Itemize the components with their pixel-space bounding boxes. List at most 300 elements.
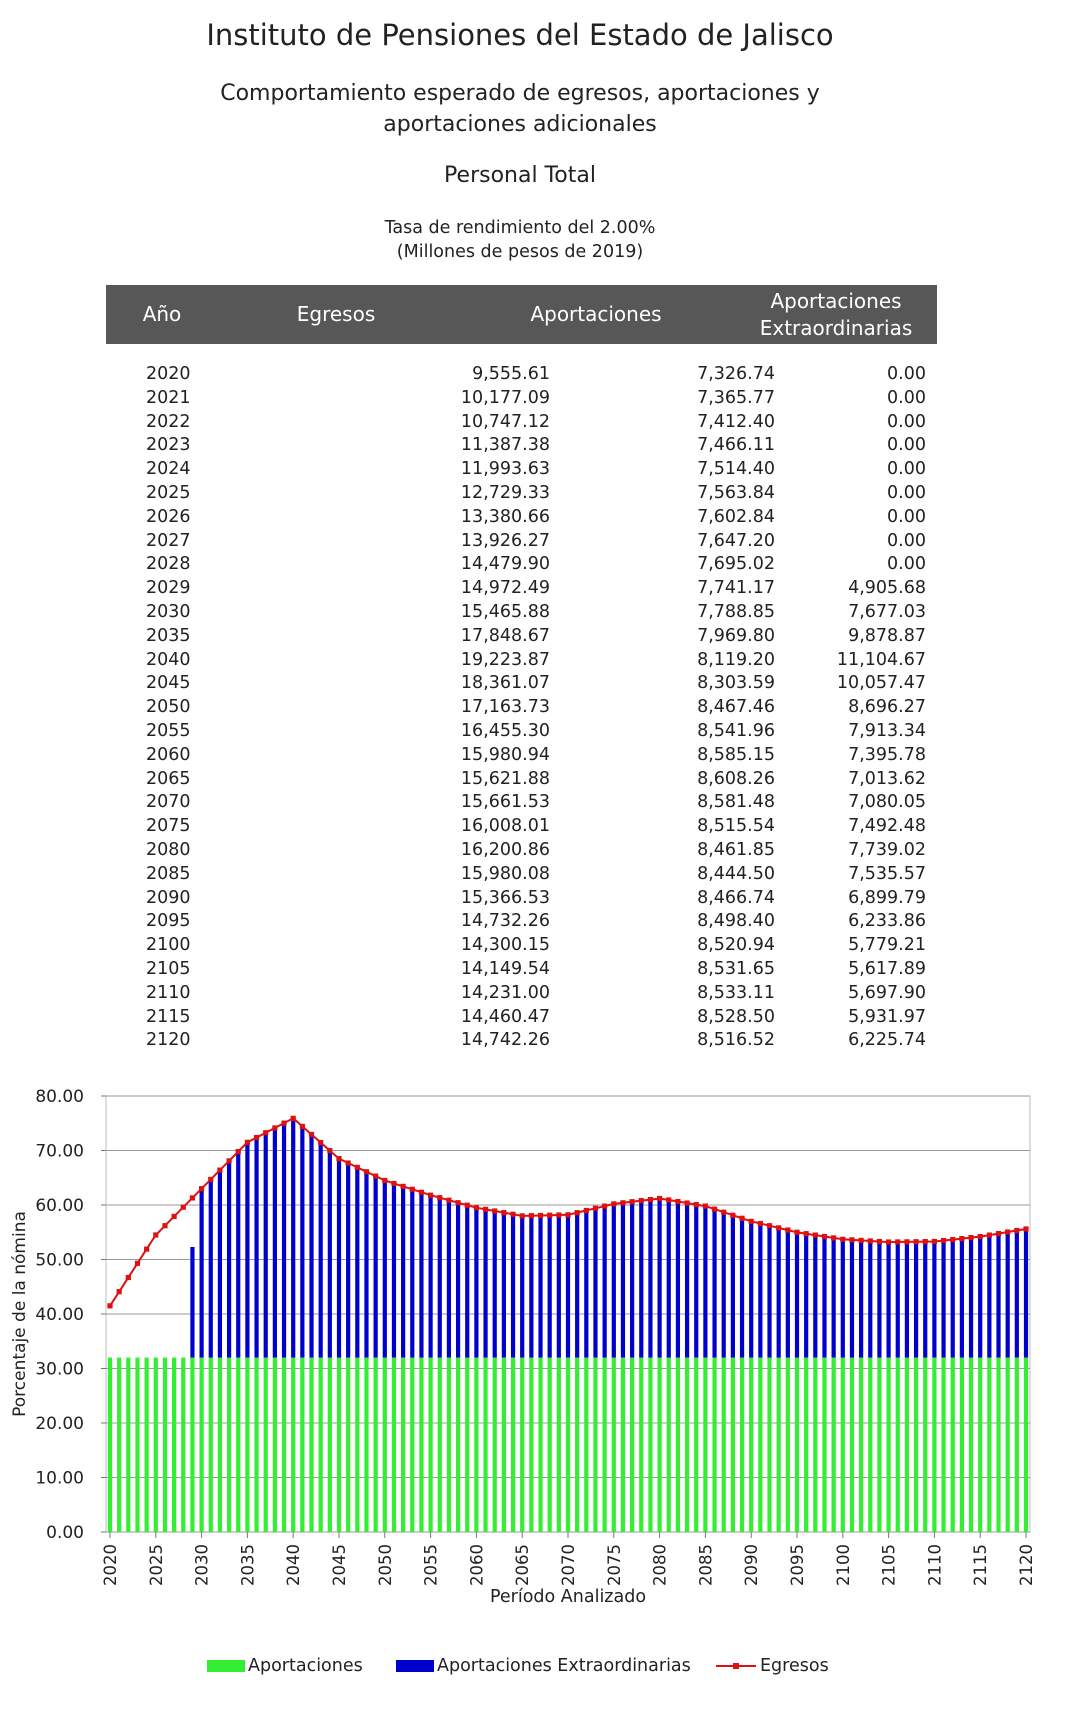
bar-aportaciones [438, 1358, 442, 1532]
cell-aportaciones: 7,602.84 [697, 506, 775, 527]
egresos-point [859, 1238, 864, 1243]
cell-aportaciones: 7,969.80 [697, 625, 775, 646]
egresos-point [684, 1200, 689, 1205]
bar-aportaciones [566, 1358, 570, 1532]
bar-aportaciones [126, 1358, 130, 1532]
cell-egresos: 18,361.07 [460, 673, 550, 694]
x-tick-label: 2100 [833, 1544, 853, 1586]
cell-extraordinarias: 7,535.57 [848, 863, 926, 884]
egresos-point [199, 1186, 204, 1191]
bar-aportaciones-extraordinarias [383, 1180, 387, 1357]
bar-aportaciones [181, 1358, 185, 1532]
bar-aportaciones-extraordinarias [951, 1240, 955, 1358]
header-extra-line-2: Extraordinarias [759, 315, 913, 340]
y-tick-label: 70.00 [35, 1141, 84, 1162]
bar-aportaciones [996, 1358, 1000, 1532]
egresos-point [153, 1232, 158, 1237]
egresos-point [593, 1206, 598, 1211]
egresos-point [950, 1237, 955, 1242]
bar-aportaciones [401, 1358, 405, 1532]
cell-extraordinarias: 5,617.89 [848, 958, 926, 979]
cell-extraordinarias: 5,779.21 [848, 935, 926, 956]
bar-aportaciones-extraordinarias [722, 1212, 726, 1357]
bar-aportaciones [932, 1358, 936, 1532]
bar-aportaciones [419, 1358, 423, 1532]
bar-aportaciones-extraordinarias [520, 1216, 524, 1358]
contributions-chart [0, 1080, 1080, 1724]
x-tick-label: 2035 [238, 1544, 258, 1586]
table-row [106, 578, 937, 602]
cell-egresos: 14,149.54 [460, 958, 550, 979]
cell-year: 2055 [146, 720, 191, 741]
bar-aportaciones [465, 1358, 469, 1532]
bar-aportaciones [456, 1358, 460, 1532]
egresos-point [437, 1195, 442, 1200]
cell-egresos: 10,177.09 [460, 387, 550, 408]
cell-year: 2105 [146, 958, 191, 979]
bar-aportaciones [648, 1358, 652, 1532]
egresos-point [117, 1289, 122, 1294]
bar-aportaciones-extraordinarias [401, 1186, 405, 1357]
x-tick-label: 2085 [696, 1544, 716, 1586]
bar-aportaciones-extraordinarias [309, 1134, 313, 1357]
cell-aportaciones: 7,514.40 [697, 459, 775, 480]
bar-aportaciones-extraordinarias [603, 1206, 607, 1358]
cell-egresos: 9,555.61 [472, 364, 550, 384]
bar-aportaciones [813, 1358, 817, 1532]
cell-year: 2095 [146, 911, 191, 932]
bar-aportaciones-extraordinarias [355, 1167, 359, 1357]
bar-aportaciones [483, 1358, 487, 1532]
bar-aportaciones-extraordinarias [877, 1242, 881, 1358]
egresos-point [895, 1239, 900, 1244]
bar-aportaciones [273, 1358, 277, 1532]
cell-aportaciones: 8,466.74 [697, 887, 775, 908]
bar-aportaciones [832, 1358, 836, 1532]
egresos-point [703, 1203, 708, 1208]
cell-aportaciones: 7,741.17 [697, 578, 775, 599]
egresos-point [181, 1205, 186, 1210]
bar-aportaciones-extraordinarias [346, 1163, 350, 1358]
y-tick-label: 50.00 [35, 1250, 84, 1271]
egresos-point [492, 1208, 497, 1213]
bar-aportaciones-extraordinarias [932, 1242, 936, 1358]
bar-aportaciones-extraordinarias [438, 1198, 442, 1358]
x-tick-label: 2030 [192, 1544, 212, 1586]
egresos-point [877, 1239, 882, 1244]
cell-aportaciones: 8,541.96 [697, 720, 775, 741]
bar-aportaciones-extraordinarias [621, 1203, 625, 1358]
bar-aportaciones-extraordinarias [300, 1126, 304, 1357]
cell-year: 2020 [146, 364, 191, 384]
egresos-point [501, 1210, 506, 1215]
table-row [106, 507, 937, 531]
cell-aportaciones: 8,608.26 [697, 768, 775, 789]
bar-aportaciones-extraordinarias [245, 1142, 249, 1357]
bar-aportaciones [364, 1358, 368, 1532]
cell-egresos: 11,993.63 [460, 459, 550, 480]
x-tick-label: 2110 [925, 1544, 945, 1586]
bar-aportaciones [264, 1358, 268, 1532]
egresos-point [190, 1195, 195, 1200]
legend-label-extraordinarias: Aportaciones Extraordinarias [437, 1656, 691, 1676]
bar-aportaciones-extraordinarias [1015, 1231, 1019, 1358]
cell-aportaciones: 7,412.40 [697, 411, 775, 432]
egresos-point [923, 1239, 928, 1244]
egresos-point [355, 1165, 360, 1170]
egresos-point [309, 1132, 314, 1137]
egresos-point [135, 1261, 140, 1266]
cell-year: 2050 [146, 697, 191, 718]
x-tick-label: 2025 [146, 1544, 166, 1586]
egresos-point [620, 1200, 625, 1205]
bar-aportaciones [309, 1358, 313, 1532]
bar-aportaciones [777, 1358, 781, 1532]
bar-aportaciones [254, 1358, 258, 1532]
cell-egresos: 15,621.88 [460, 768, 550, 789]
bar-aportaciones-extraordinarias [859, 1240, 863, 1357]
x-tick-label: 2050 [375, 1544, 395, 1586]
bar-aportaciones [447, 1358, 451, 1532]
egresos-point [712, 1207, 717, 1212]
table-row [106, 673, 937, 697]
cell-extraordinarias: 0.00 [887, 411, 926, 432]
cell-year: 2026 [146, 506, 191, 527]
egresos-point [126, 1275, 131, 1280]
table-row [106, 602, 937, 626]
bar-aportaciones [841, 1358, 845, 1532]
table-row [106, 745, 937, 769]
bar-aportaciones [969, 1358, 973, 1532]
bar-aportaciones [850, 1358, 854, 1532]
bar-aportaciones-extraordinarias [1006, 1232, 1010, 1358]
bar-aportaciones [172, 1358, 176, 1532]
bar-aportaciones [923, 1358, 927, 1532]
bar-aportaciones [822, 1358, 826, 1532]
egresos-point [868, 1238, 873, 1243]
egresos-point [144, 1247, 149, 1252]
bar-aportaciones-extraordinarias [493, 1211, 497, 1358]
table-row [106, 864, 937, 888]
bar-aportaciones [905, 1358, 909, 1532]
bar-aportaciones [749, 1358, 753, 1532]
cell-aportaciones: 8,498.40 [697, 911, 775, 932]
egresos-point [419, 1190, 424, 1195]
egresos-point [346, 1160, 351, 1165]
bar-aportaciones [1024, 1358, 1028, 1532]
table-row [106, 840, 937, 864]
cell-extraordinarias: 0.00 [887, 554, 926, 575]
cell-year: 2110 [146, 982, 191, 1003]
bar-aportaciones [987, 1358, 991, 1532]
x-axis-title: Período Analizado [489, 1587, 647, 1607]
cell-egresos: 16,008.01 [460, 816, 550, 837]
table-row [106, 697, 937, 721]
cell-extraordinarias: 5,697.90 [848, 982, 926, 1003]
egresos-point [968, 1235, 973, 1240]
cell-aportaciones: 8,461.85 [697, 839, 775, 860]
egresos-point [373, 1174, 378, 1179]
cell-year: 2021 [146, 387, 191, 408]
cell-aportaciones: 8,528.50 [697, 1006, 775, 1027]
bar-aportaciones-extraordinarias [667, 1200, 671, 1358]
y-tick-label: 80.00 [35, 1087, 84, 1107]
bar-aportaciones [328, 1358, 332, 1532]
table-row [106, 721, 937, 745]
bar-aportaciones [575, 1358, 579, 1532]
egresos-point [474, 1205, 479, 1210]
bar-aportaciones [978, 1358, 982, 1532]
bar-aportaciones-extraordinarias [914, 1242, 918, 1358]
egresos-point [217, 1168, 222, 1173]
cell-year: 2115 [146, 1006, 191, 1027]
bar-aportaciones [804, 1358, 808, 1532]
bar-aportaciones [887, 1358, 891, 1532]
egresos-point [840, 1237, 845, 1242]
cell-extraordinarias: 7,913.34 [848, 720, 926, 741]
bar-aportaciones [319, 1358, 323, 1532]
bar-aportaciones-extraordinarias [740, 1218, 744, 1357]
bar-aportaciones-extraordinarias [804, 1234, 808, 1358]
bar-aportaciones-extraordinarias [996, 1234, 1000, 1358]
cell-aportaciones: 8,531.65 [697, 958, 775, 979]
cell-extraordinarias: 6,233.86 [848, 911, 926, 932]
cell-egresos: 16,455.30 [460, 720, 550, 741]
egresos-point [904, 1239, 909, 1244]
header-extra-line-1: Aportaciones [770, 288, 902, 313]
egresos-point [666, 1197, 671, 1202]
cell-year: 2080 [146, 839, 191, 860]
bar-aportaciones [529, 1358, 533, 1532]
cell-extraordinarias: 4,905.68 [848, 578, 926, 599]
cell-year: 2120 [146, 1030, 191, 1051]
bar-aportaciones [117, 1358, 121, 1532]
bar-aportaciones [383, 1358, 387, 1532]
egresos-point [318, 1140, 323, 1145]
egresos-point [401, 1184, 406, 1189]
bar-aportaciones-extraordinarias [841, 1239, 845, 1357]
egresos-point [520, 1213, 525, 1218]
cell-extraordinarias: 7,492.48 [848, 816, 926, 837]
egresos-point [794, 1230, 799, 1235]
egresos-point [758, 1221, 763, 1226]
egresos-point [1005, 1229, 1010, 1234]
bar-aportaciones-extraordinarias [374, 1176, 378, 1357]
egresos-point [446, 1198, 451, 1203]
table-row [106, 483, 937, 507]
bar-aportaciones [603, 1358, 607, 1532]
bar-aportaciones-extraordinarias [227, 1161, 231, 1358]
bar-aportaciones [200, 1358, 204, 1532]
cell-year: 2045 [146, 673, 191, 694]
egresos-point [996, 1231, 1001, 1236]
bar-aportaciones-extraordinarias [630, 1202, 634, 1358]
bar-aportaciones-extraordinarias [566, 1215, 570, 1358]
cell-extraordinarias: 0.00 [887, 482, 926, 503]
table-row [106, 388, 937, 412]
bar-aportaciones-extraordinarias [758, 1224, 762, 1358]
egresos-point [465, 1203, 470, 1208]
bar-aportaciones [960, 1358, 964, 1532]
egresos-point [886, 1239, 891, 1244]
cell-extraordinarias: 10,057.47 [836, 673, 926, 694]
egresos-point [263, 1130, 268, 1135]
cell-aportaciones: 8,467.46 [697, 697, 775, 718]
egresos-point [172, 1214, 177, 1219]
bar-aportaciones-extraordinarias [786, 1230, 790, 1358]
egresos-point [300, 1124, 305, 1129]
bar-aportaciones-extraordinarias [703, 1206, 707, 1358]
egresos-point [556, 1212, 561, 1217]
cell-egresos: 14,479.90 [460, 554, 550, 575]
egresos-point [483, 1207, 488, 1212]
bar-aportaciones-extraordinarias [557, 1215, 561, 1358]
legend-marker-egresos [733, 1663, 739, 1669]
cell-egresos: 13,926.27 [460, 530, 550, 551]
bar-aportaciones-extraordinarias [685, 1203, 689, 1358]
bar-aportaciones-extraordinarias [593, 1208, 597, 1357]
bar-aportaciones [548, 1358, 552, 1532]
x-tick-label: 2105 [879, 1544, 899, 1586]
egresos-point [382, 1178, 387, 1183]
table-row [106, 459, 937, 483]
egresos-point [547, 1213, 552, 1218]
cell-year: 2027 [146, 530, 191, 551]
bar-aportaciones [300, 1358, 304, 1532]
egresos-point [630, 1199, 635, 1204]
cell-egresos: 14,732.26 [460, 911, 550, 932]
egresos-point [281, 1121, 286, 1126]
bar-aportaciones-extraordinarias [538, 1215, 542, 1357]
bar-aportaciones [245, 1358, 249, 1532]
cell-extraordinarias: 0.00 [887, 387, 926, 408]
cell-aportaciones: 8,303.59 [697, 673, 775, 694]
table-row [106, 816, 937, 840]
cell-egresos: 15,661.53 [460, 792, 550, 813]
bar-aportaciones-extraordinarias [410, 1189, 414, 1357]
bar-aportaciones [703, 1358, 707, 1532]
bar-aportaciones-extraordinarias [887, 1242, 891, 1358]
egresos-point [749, 1219, 754, 1224]
cell-aportaciones: 7,365.77 [697, 387, 775, 408]
bar-aportaciones-extraordinarias [694, 1205, 698, 1358]
bar-aportaciones [474, 1358, 478, 1532]
y-tick-label: 10.00 [35, 1468, 84, 1489]
bar-aportaciones [639, 1358, 643, 1532]
egresos-point [849, 1237, 854, 1242]
cell-aportaciones: 7,788.85 [697, 601, 775, 622]
bar-aportaciones-extraordinarias [190, 1247, 194, 1358]
bar-aportaciones-extraordinarias [447, 1200, 451, 1357]
cell-aportaciones: 8,581.48 [697, 792, 775, 813]
bar-aportaciones-extraordinarias [465, 1205, 469, 1357]
cell-year: 2070 [146, 792, 191, 813]
cell-extraordinarias: 7,395.78 [848, 744, 926, 765]
bar-aportaciones-extraordinarias [777, 1228, 781, 1358]
bar-aportaciones [429, 1358, 433, 1532]
header-aportaciones-extraordinarias [746, 285, 926, 344]
cell-extraordinarias: 6,899.79 [848, 887, 926, 908]
bar-aportaciones [951, 1358, 955, 1532]
cell-egresos: 16,200.86 [460, 839, 550, 860]
bar-aportaciones-extraordinarias [987, 1235, 991, 1358]
egresos-point [913, 1239, 918, 1244]
egresos-point [1014, 1228, 1019, 1233]
table-row [106, 1030, 937, 1054]
egresos-point [226, 1158, 231, 1163]
egresos-point [455, 1200, 460, 1205]
table-row [106, 626, 937, 650]
cell-year: 2023 [146, 435, 191, 456]
egresos-point [272, 1125, 277, 1130]
bar-aportaciones-extraordinarias [1024, 1229, 1028, 1358]
x-tick-label: 2095 [788, 1544, 807, 1586]
legend-label-egresos: Egresos [760, 1656, 829, 1676]
cell-egresos: 14,972.49 [460, 578, 550, 599]
table-row [106, 435, 937, 459]
egresos-point [611, 1201, 616, 1206]
x-tick-label: 2040 [284, 1544, 304, 1586]
egresos-point [648, 1197, 653, 1202]
bar-aportaciones-extraordinarias [273, 1128, 277, 1358]
bar-aportaciones [410, 1358, 414, 1532]
document-title: Instituto de Pensiones del Estado de Jalisco [206, 18, 834, 52]
bar-aportaciones-extraordinarias [419, 1192, 423, 1357]
bar-aportaciones [795, 1358, 799, 1532]
cell-aportaciones: 7,466.11 [697, 435, 775, 456]
egresos-point [584, 1208, 589, 1213]
egresos-point [565, 1212, 570, 1217]
cell-year: 2028 [146, 554, 191, 575]
bar-aportaciones [667, 1358, 671, 1532]
bar-aportaciones-extraordinarias [978, 1237, 982, 1358]
bar-aportaciones [538, 1358, 542, 1532]
cell-extraordinarias: 7,677.03 [848, 601, 926, 622]
cell-egresos: 11,387.38 [460, 435, 550, 456]
bar-aportaciones-extraordinarias [969, 1238, 973, 1358]
bar-aportaciones-extraordinarias [529, 1216, 533, 1358]
rate-note [0, 216, 1040, 264]
cell-extraordinarias: 0.00 [887, 459, 926, 480]
bar-aportaciones [621, 1358, 625, 1532]
bar-aportaciones [209, 1358, 213, 1532]
egresos-point [730, 1213, 735, 1218]
egresos-point [776, 1225, 781, 1230]
bar-aportaciones-extraordinarias [264, 1133, 268, 1358]
cell-aportaciones: 8,520.94 [697, 935, 775, 956]
table-row [106, 412, 937, 436]
bar-aportaciones-extraordinarias [456, 1203, 460, 1358]
bar-aportaciones [145, 1358, 149, 1532]
bar-aportaciones-extraordinarias [548, 1215, 552, 1357]
cell-year: 2085 [146, 863, 191, 884]
egresos-point [987, 1232, 992, 1237]
bar-aportaciones-extraordinarias [502, 1213, 506, 1358]
bar-aportaciones [218, 1358, 222, 1532]
x-tick-label: 2080 [650, 1544, 670, 1586]
cell-aportaciones: 8,119.20 [697, 649, 775, 670]
cell-year: 2022 [146, 411, 191, 432]
cell-aportaciones: 8,533.11 [697, 982, 775, 1003]
table-row [106, 650, 937, 674]
x-tick-label: 2090 [742, 1544, 762, 1586]
table-row [106, 364, 937, 388]
bar-aportaciones [740, 1358, 744, 1532]
bar-aportaciones [291, 1358, 295, 1532]
bar-aportaciones-extraordinarias [429, 1195, 433, 1357]
x-tick-label: 2115 [971, 1544, 991, 1586]
bar-aportaciones-extraordinarias [200, 1189, 204, 1358]
